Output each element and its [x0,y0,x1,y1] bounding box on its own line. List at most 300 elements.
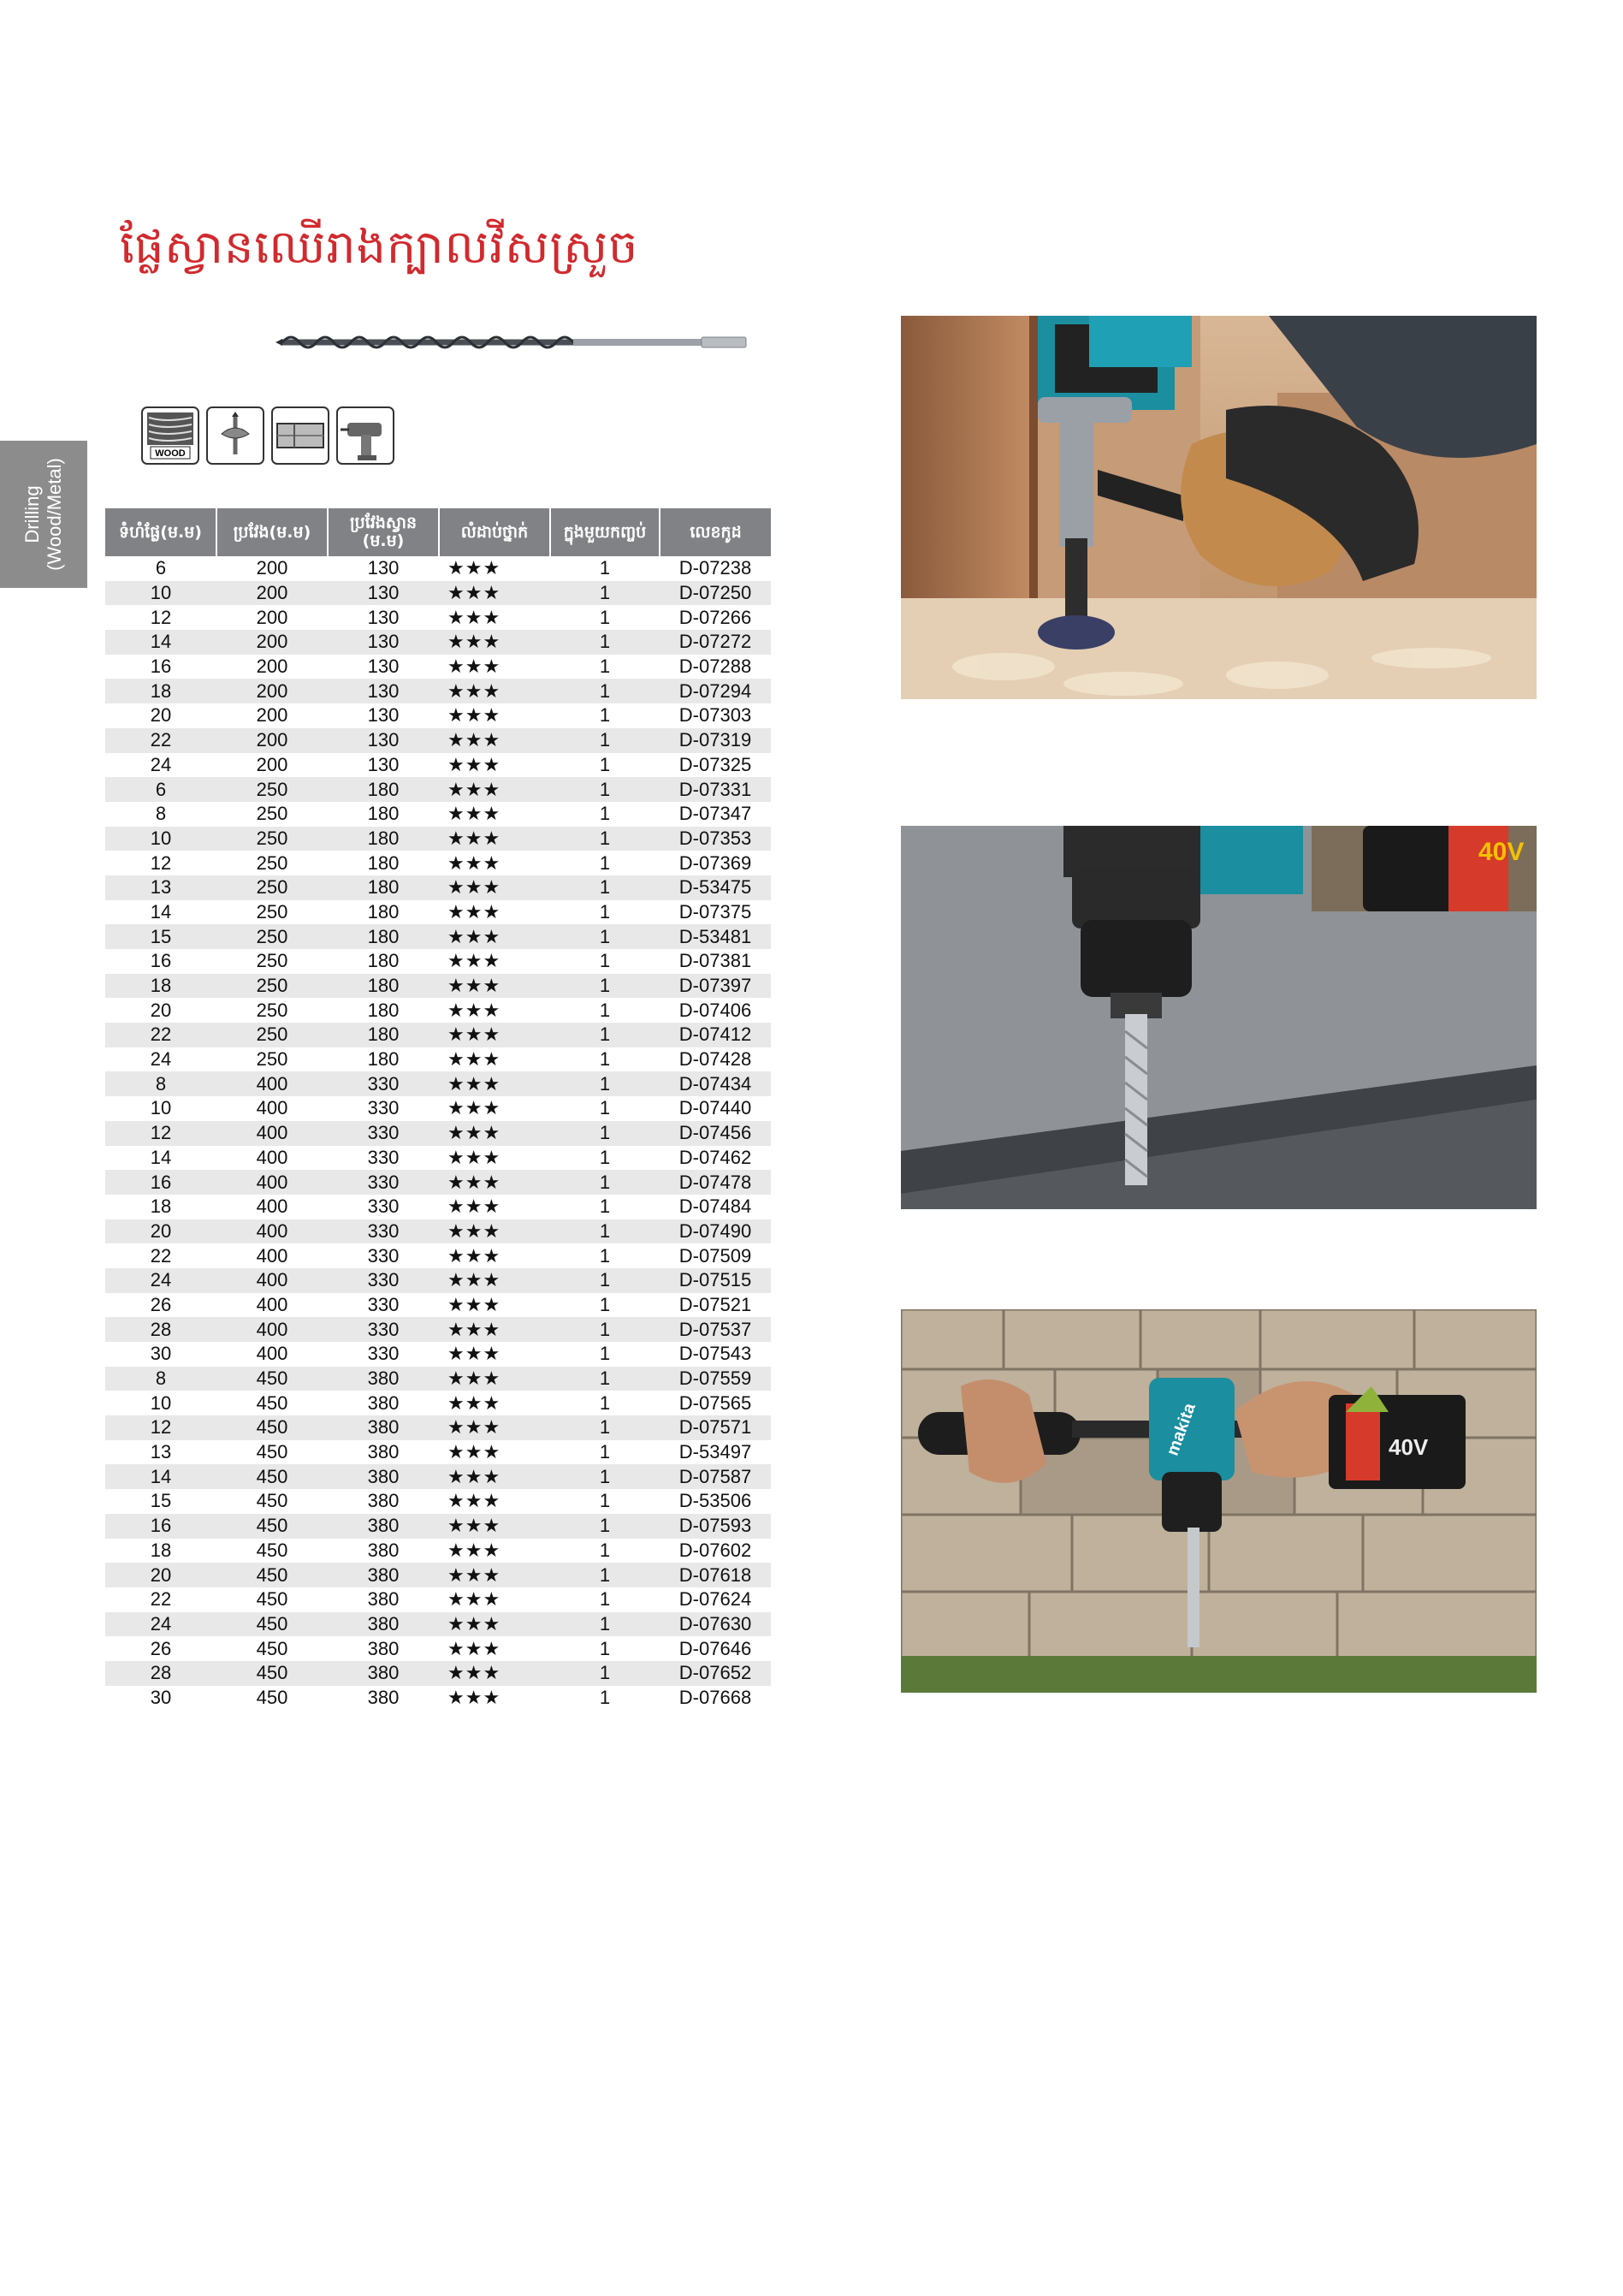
table-row [105,630,771,655]
cell-effective-length: 380 [328,1367,439,1391]
cell-grade: ★★★ [439,802,550,827]
cell-grade: ★★★ [439,1243,550,1268]
cell-length: 250 [216,1023,328,1047]
table-row [105,1047,771,1072]
cell-length: 400 [216,1293,328,1318]
cell-effective-length: 180 [328,900,439,925]
cell-effective-length: 330 [328,1293,439,1318]
cell-code: D-07331 [660,777,771,802]
photo-drilling-concrete-slab [901,826,1537,1209]
table-row [105,1023,771,1047]
cell-grade: ★★★ [439,974,550,999]
cell-diameter: 20 [105,703,216,728]
cell-qty: 1 [550,1023,660,1047]
feature-icon-row [141,406,394,465]
cell-grade: ★★★ [439,1464,550,1489]
cell-qty: 1 [550,679,660,703]
cell-qty: 1 [550,1268,660,1293]
cell-code: D-07428 [660,1047,771,1072]
cell-qty: 1 [550,1146,660,1171]
cell-diameter: 10 [105,581,216,606]
cell-code: D-07624 [660,1587,771,1612]
cell-qty: 1 [550,924,660,949]
cell-length: 450 [216,1563,328,1587]
cell-length: 200 [216,556,328,581]
cell-code: D-07668 [660,1686,771,1711]
screw-point-tip-icon [206,406,264,465]
col-header-length: ប្រវែង(ម.ម) [216,508,328,556]
cell-grade: ★★★ [439,1539,550,1563]
cell-effective-length: 380 [328,1539,439,1563]
table-row [105,1587,771,1612]
cell-effective-length: 130 [328,605,439,630]
cell-grade: ★★★ [439,1563,550,1587]
table-row [105,581,771,606]
cell-code: D-07462 [660,1146,771,1171]
cell-length: 250 [216,998,328,1023]
cell-effective-length: 180 [328,827,439,851]
cell-qty: 1 [550,1195,660,1219]
col-header-code: លេខកូដ [660,508,771,556]
cell-diameter: 30 [105,1342,216,1367]
cell-code: D-07272 [660,630,771,655]
cell-diameter: 30 [105,1686,216,1711]
cell-qty: 1 [550,1219,660,1244]
cell-diameter: 8 [105,1367,216,1391]
cell-length: 200 [216,581,328,606]
cell-diameter: 18 [105,974,216,999]
table-row [105,728,771,753]
table-row [105,753,771,778]
table-row [105,851,771,875]
cell-diameter: 10 [105,827,216,851]
cell-grade: ★★★ [439,1342,550,1367]
cell-code: D-07381 [660,949,771,974]
cell-code: D-07509 [660,1243,771,1268]
cell-grade: ★★★ [439,1195,550,1219]
cell-grade: ★★★ [439,875,550,900]
cell-grade: ★★★ [439,777,550,802]
cell-grade: ★★★ [439,1587,550,1612]
cell-effective-length: 330 [328,1121,439,1146]
cell-diameter: 20 [105,1219,216,1244]
table-row [105,1464,771,1489]
cell-effective-length: 130 [328,581,439,606]
cell-qty: 1 [550,875,660,900]
spec-table-body [105,556,771,1710]
cell-code: D-07630 [660,1612,771,1637]
cell-length: 450 [216,1415,328,1440]
cell-effective-length: 330 [328,1342,439,1367]
cell-grade: ★★★ [439,949,550,974]
cell-diameter: 8 [105,802,216,827]
cell-code: D-07537 [660,1317,771,1342]
cell-diameter: 16 [105,1170,216,1195]
cell-length: 400 [216,1317,328,1342]
section-side-tab [0,441,87,588]
table-row [105,974,771,999]
table-row [105,1317,771,1342]
cell-qty: 1 [550,1071,660,1096]
cell-code: D-07543 [660,1342,771,1367]
table-row [105,1563,771,1587]
cell-length: 400 [216,1071,328,1096]
cell-effective-length: 180 [328,949,439,974]
spec-table [105,508,771,1710]
cell-qty: 1 [550,1489,660,1514]
cell-diameter: 12 [105,1121,216,1146]
cell-grade: ★★★ [439,1489,550,1514]
table-row [105,1146,771,1171]
cell-effective-length: 180 [328,1023,439,1047]
cell-grade: ★★★ [439,1612,550,1637]
cell-code: D-07571 [660,1415,771,1440]
table-row [105,1686,771,1711]
cell-effective-length: 380 [328,1415,439,1440]
cell-code: D-07456 [660,1121,771,1146]
cell-diameter: 14 [105,630,216,655]
cell-qty: 1 [550,1587,660,1612]
cell-diameter: 22 [105,1243,216,1268]
cell-diameter: 8 [105,1071,216,1096]
cell-code: D-07587 [660,1464,771,1489]
table-row [105,1367,771,1391]
cell-code: D-07652 [660,1661,771,1686]
cell-diameter: 16 [105,1514,216,1539]
cell-diameter: 6 [105,556,216,581]
cell-qty: 1 [550,1317,660,1342]
cell-qty: 1 [550,1612,660,1637]
cell-grade: ★★★ [439,924,550,949]
cell-grade: ★★★ [439,556,550,581]
table-row [105,777,771,802]
cell-code: D-07478 [660,1170,771,1195]
cell-length: 250 [216,802,328,827]
cell-effective-length: 330 [328,1219,439,1244]
cell-length: 450 [216,1514,328,1539]
cell-length: 450 [216,1539,328,1563]
cell-length: 450 [216,1391,328,1415]
cell-grade: ★★★ [439,1636,550,1661]
cell-length: 450 [216,1612,328,1637]
table-row [105,1268,771,1293]
table-row [105,827,771,851]
cell-diameter: 13 [105,875,216,900]
cell-effective-length: 130 [328,679,439,703]
cell-grade: ★★★ [439,1146,550,1171]
cell-effective-length: 180 [328,851,439,875]
cell-code: D-07353 [660,827,771,851]
cell-length: 450 [216,1440,328,1465]
cell-qty: 1 [550,1440,660,1465]
cell-length: 400 [216,1219,328,1244]
cell-effective-length: 180 [328,875,439,900]
cell-length: 200 [216,703,328,728]
cell-length: 400 [216,1170,328,1195]
cell-grade: ★★★ [439,1170,550,1195]
svg-text:40V: 40V [1389,1434,1429,1460]
cell-grade: ★★★ [439,1514,550,1539]
svg-text:40V: 40V [1478,838,1525,866]
cell-effective-length: 380 [328,1440,439,1465]
cell-diameter: 18 [105,1195,216,1219]
cell-effective-length: 330 [328,1317,439,1342]
cell-length: 450 [216,1661,328,1686]
cell-diameter: 18 [105,1539,216,1563]
table-row [105,1489,771,1514]
cell-grade: ★★★ [439,753,550,778]
cell-length: 400 [216,1268,328,1293]
cell-code: D-07294 [660,679,771,703]
drill-driver-icon [336,406,394,465]
cell-diameter: 15 [105,924,216,949]
cell-diameter: 14 [105,1464,216,1489]
cell-diameter: 15 [105,1489,216,1514]
cell-effective-length: 180 [328,974,439,999]
cell-code: D-07559 [660,1367,771,1391]
cell-diameter: 24 [105,1612,216,1637]
cell-diameter: 10 [105,1391,216,1415]
cell-length: 250 [216,851,328,875]
cell-effective-length: 380 [328,1489,439,1514]
cell-grade: ★★★ [439,703,550,728]
cell-diameter: 16 [105,655,216,679]
cell-diameter: 28 [105,1317,216,1342]
cell-diameter: 6 [105,777,216,802]
cell-qty: 1 [550,1464,660,1489]
cell-effective-length: 330 [328,1195,439,1219]
cell-effective-length: 380 [328,1563,439,1587]
cell-code: D-07412 [660,1023,771,1047]
cell-code: D-07325 [660,753,771,778]
cell-effective-length: 130 [328,655,439,679]
cell-grade: ★★★ [439,1023,550,1047]
cell-length: 250 [216,777,328,802]
cell-effective-length: 380 [328,1587,439,1612]
cell-length: 400 [216,1121,328,1146]
cell-effective-length: 180 [328,924,439,949]
cell-grade: ★★★ [439,679,550,703]
cell-diameter: 14 [105,1146,216,1171]
cell-qty: 1 [550,1661,660,1686]
table-row [105,655,771,679]
table-row [105,1121,771,1146]
svg-text:makita: makita [1163,1400,1199,1458]
cell-effective-length: 380 [328,1464,439,1489]
cell-effective-length: 130 [328,728,439,753]
cell-diameter: 16 [105,949,216,974]
cell-diameter: 12 [105,605,216,630]
cell-code: D-53497 [660,1440,771,1465]
cell-length: 450 [216,1686,328,1711]
cell-code: D-07288 [660,655,771,679]
table-row [105,924,771,949]
cell-effective-length: 380 [328,1391,439,1415]
cell-qty: 1 [550,827,660,851]
cell-grade: ★★★ [439,1293,550,1318]
cell-code: D-07565 [660,1391,771,1415]
auger-bit-image [274,329,753,355]
cell-qty: 1 [550,1342,660,1367]
cell-code: D-53506 [660,1489,771,1514]
table-row [105,1415,771,1440]
table-row [105,1293,771,1318]
cell-diameter: 22 [105,1023,216,1047]
cell-qty: 1 [550,655,660,679]
cell-effective-length: 330 [328,1268,439,1293]
cell-code: D-07521 [660,1293,771,1318]
cell-qty: 1 [550,630,660,655]
table-row [105,1636,771,1661]
cell-length: 250 [216,827,328,851]
cell-qty: 1 [550,1121,660,1146]
cell-grade: ★★★ [439,1415,550,1440]
cell-length: 250 [216,924,328,949]
table-row [105,605,771,630]
cell-code: D-07397 [660,974,771,999]
cell-grade: ★★★ [439,851,550,875]
cell-qty: 1 [550,1047,660,1072]
cell-qty: 1 [550,605,660,630]
cell-code: D-07238 [660,556,771,581]
photo-drilling-wood-post [901,316,1537,699]
cell-code: D-07303 [660,703,771,728]
cell-qty: 1 [550,753,660,778]
cell-qty: 1 [550,1170,660,1195]
cell-grade: ★★★ [439,1071,550,1096]
cell-effective-length: 380 [328,1636,439,1661]
cell-diameter: 18 [105,679,216,703]
cell-grade: ★★★ [439,1440,550,1465]
cell-code: D-07440 [660,1096,771,1121]
table-row [105,1514,771,1539]
cell-diameter: 24 [105,1268,216,1293]
cell-grade: ★★★ [439,1391,550,1415]
cell-code: D-07618 [660,1563,771,1587]
cell-qty: 1 [550,703,660,728]
table-row [105,875,771,900]
cell-code: D-07406 [660,998,771,1023]
cell-effective-length: 330 [328,1096,439,1121]
table-row [105,1219,771,1244]
cell-length: 400 [216,1342,328,1367]
table-row [105,1071,771,1096]
cell-qty: 1 [550,1514,660,1539]
cell-grade: ★★★ [439,1661,550,1686]
cell-length: 250 [216,900,328,925]
cell-effective-length: 330 [328,1243,439,1268]
table-row [105,1391,771,1415]
cell-diameter: 26 [105,1636,216,1661]
table-row [105,802,771,827]
table-row [105,998,771,1023]
cell-length: 250 [216,949,328,974]
cell-grade: ★★★ [439,900,550,925]
cell-effective-length: 180 [328,998,439,1023]
cell-grade: ★★★ [439,630,550,655]
table-row [105,900,771,925]
table-row [105,1661,771,1686]
cell-diameter: 13 [105,1440,216,1465]
col-header-grade: លំដាប់ថ្នាក់ [439,508,550,556]
cell-diameter: 20 [105,1563,216,1587]
photo-drilling-stone-wall [901,1309,1537,1693]
cell-code: D-53481 [660,924,771,949]
cell-code: D-07319 [660,728,771,753]
cell-qty: 1 [550,1563,660,1587]
cell-length: 250 [216,974,328,999]
cell-diameter: 22 [105,1587,216,1612]
cell-code: D-07484 [660,1195,771,1219]
cell-effective-length: 380 [328,1686,439,1711]
cell-code: D-07593 [660,1514,771,1539]
cell-qty: 1 [550,1096,660,1121]
cell-qty: 1 [550,728,660,753]
cell-diameter: 12 [105,1415,216,1440]
cell-diameter: 24 [105,1047,216,1072]
cell-code: D-07266 [660,605,771,630]
cell-grade: ★★★ [439,1219,550,1244]
cell-qty: 1 [550,851,660,875]
cell-effective-length: 380 [328,1661,439,1686]
cell-grade: ★★★ [439,1096,550,1121]
cell-code: D-07434 [660,1071,771,1096]
cell-diameter: 14 [105,900,216,925]
page-title: ផ្លែស្វានឈើរាងក្បាលវីសស្រួច [120,220,639,274]
cell-qty: 1 [550,581,660,606]
cell-length: 400 [216,1146,328,1171]
table-row [105,1243,771,1268]
cell-code: D-07515 [660,1268,771,1293]
cell-length: 200 [216,728,328,753]
table-row [105,1612,771,1637]
table-row [105,703,771,728]
cell-length: 450 [216,1636,328,1661]
cell-length: 200 [216,605,328,630]
cell-code: D-07646 [660,1636,771,1661]
cell-effective-length: 180 [328,802,439,827]
cell-grade: ★★★ [439,1317,550,1342]
cell-effective-length: 130 [328,703,439,728]
cell-code: D-07602 [660,1539,771,1563]
cell-length: 450 [216,1367,328,1391]
cell-qty: 1 [550,1391,660,1415]
cell-code: D-07369 [660,851,771,875]
cell-diameter: 28 [105,1661,216,1686]
cell-grade: ★★★ [439,1268,550,1293]
cell-grade: ★★★ [439,1686,550,1711]
cell-effective-length: 130 [328,630,439,655]
cell-diameter: 24 [105,753,216,778]
cell-qty: 1 [550,1367,660,1391]
table-row [105,1539,771,1563]
cell-effective-length: 330 [328,1146,439,1171]
table-row [105,556,771,581]
table-row [105,1342,771,1367]
cell-grade: ★★★ [439,827,550,851]
cell-qty: 1 [550,900,660,925]
cell-length: 400 [216,1096,328,1121]
cell-length: 200 [216,753,328,778]
cell-length: 200 [216,630,328,655]
cell-length: 200 [216,679,328,703]
cell-qty: 1 [550,1686,660,1711]
table-row [105,1170,771,1195]
col-header-effective-length: ប្រវែងស្វាន (ម.ម) [328,508,439,556]
cell-effective-length: 380 [328,1514,439,1539]
table-row [105,949,771,974]
cell-effective-length: 180 [328,1047,439,1072]
